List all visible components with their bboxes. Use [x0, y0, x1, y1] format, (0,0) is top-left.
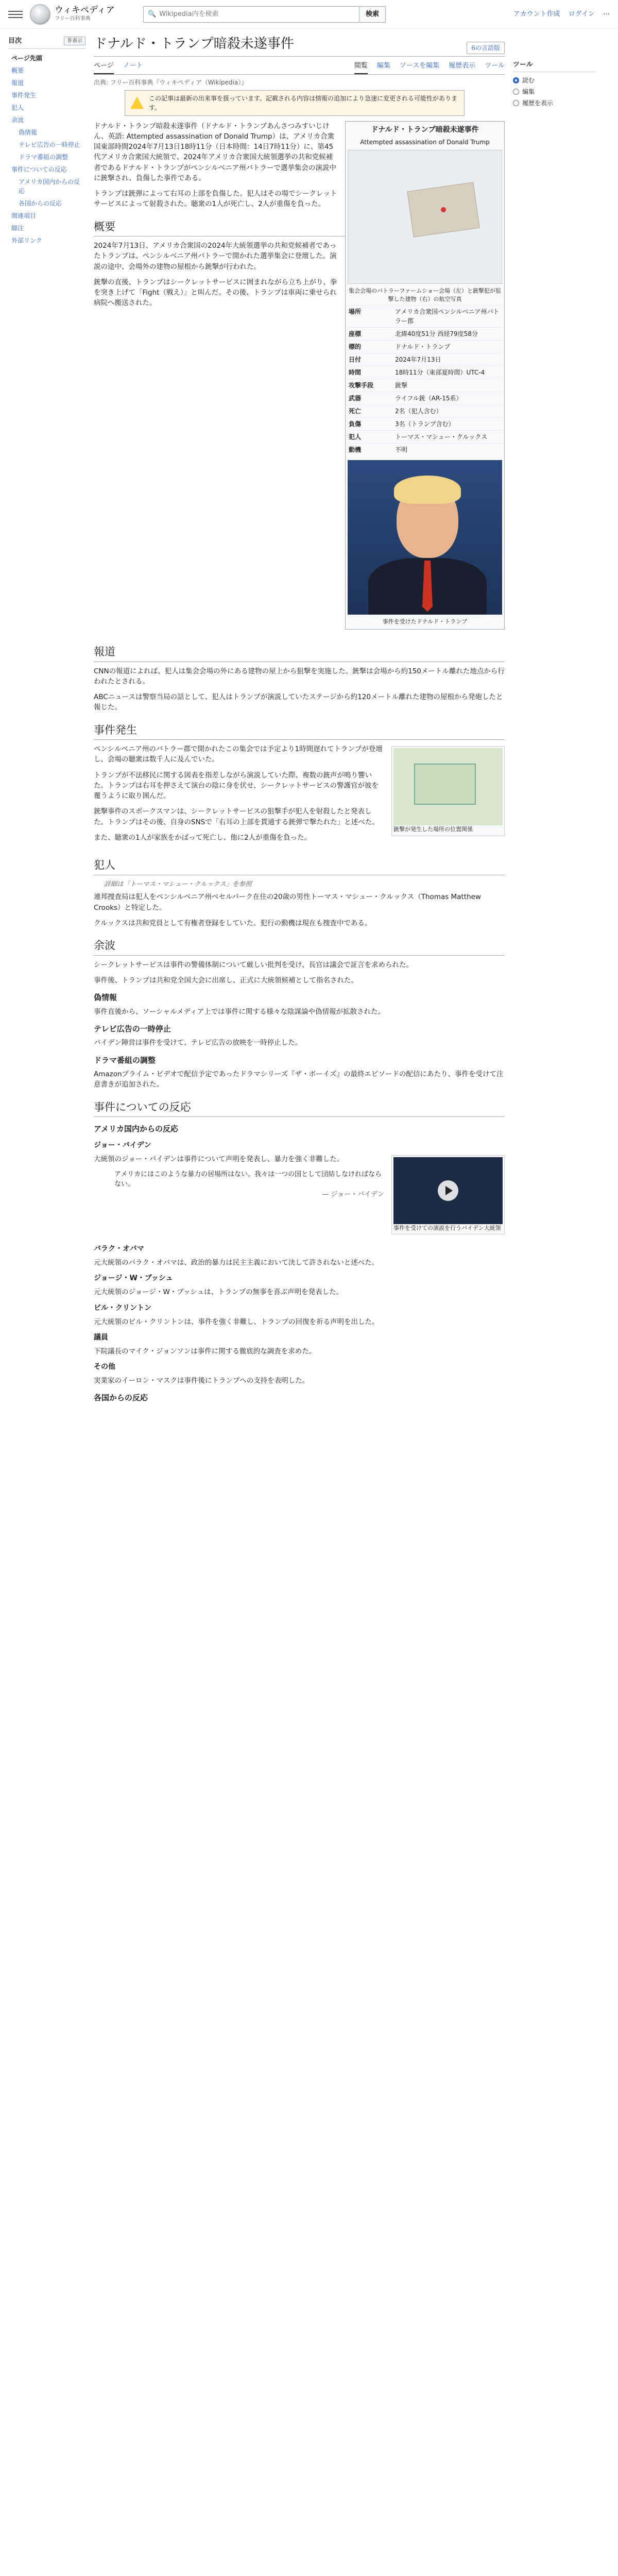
- infobox-key: 日付: [349, 355, 362, 363]
- infobox-value: 2名（犯人含む）: [395, 407, 442, 415]
- infobox-key: 時間: [349, 368, 362, 376]
- biden-video[interactable]: [391, 1155, 505, 1235]
- infobox-row: [348, 327, 502, 340]
- section-reactions-heading: 事件についての反応: [94, 1099, 505, 1117]
- tools-sidebar: [513, 29, 595, 1407]
- infobox-row: [348, 417, 502, 430]
- infobox-row: [348, 404, 502, 417]
- toc-item[interactable]: 犯人: [11, 104, 24, 111]
- site-logo[interactable]: [30, 4, 128, 25]
- infobox-key: 標的: [349, 343, 362, 350]
- more-options-icon[interactable]: ⋯: [603, 10, 610, 18]
- aftermath-paragraph: 事件後、トランプは共和党全国大会に出席し、正式に大統領候補として指名された。: [94, 976, 358, 985]
- incident-paragraph: また、聴衆の1人が家族をかばって死亡し、他に2人が重傷を負った。: [94, 833, 312, 842]
- biden-paragraph: 大統領のジョー・バイデンは事件について声明を発表し、暴力を強く非難した。: [94, 1155, 344, 1163]
- tool-history[interactable]: 履歴を表示: [513, 97, 595, 109]
- culprit-paragraph: クルックスは共和党員として有権者登録をしていた。犯行の動機は現在も捜査中である。: [94, 919, 372, 927]
- congress-heading: 議員: [94, 1333, 108, 1342]
- us-reactions-heading: アメリカ国内からの反応: [94, 1124, 178, 1133]
- toc-item[interactable]: 報道: [11, 79, 24, 87]
- others-heading: その他: [94, 1363, 115, 1371]
- search-form: [143, 6, 386, 23]
- site-diagram-thumbnail[interactable]: [391, 746, 505, 836]
- tab-edit[interactable]: 編集: [376, 62, 390, 70]
- infobox-key: 武器: [349, 394, 362, 402]
- drama-paragraph: Amazonプライム・ビデオで配信予定であったドラマシリーズ『ザ・ボーイズ』の最終エピソードの配信にあたり、事件を受けて注意書きが追加された。: [94, 1070, 504, 1089]
- section-reports-heading: 報道: [94, 644, 505, 662]
- page-title: ドナルド・トランプ暗殺未遂事件: [94, 36, 294, 52]
- drama-heading: ドラマ番組の調整: [94, 1055, 156, 1065]
- toc-item[interactable]: 事件についての反応: [11, 165, 67, 173]
- reports-paragraph: CNNの報道によれば、犯人は集会会場の外にある建物の屋上から狙撃を実施した。銃撃は会場から約150メートル離れた地点から行われたとされる。: [94, 667, 505, 686]
- toc-item[interactable]: 事件発生: [11, 91, 37, 99]
- incident-paragraph: ペンシルベニア州のバトラー郡で開かれたこの集会では予定より1時間遅れてトランプが登壇し、会場の聴衆は数千人に及んでいた。: [94, 745, 383, 764]
- clinton-paragraph: 元大統領のビル・クリントンは、事件を強く非難し、トランプの回復を祈る声明を出した。: [94, 1317, 379, 1326]
- section-aftermath-heading: 余波: [94, 938, 505, 956]
- toc-item[interactable]: 余波: [11, 116, 24, 124]
- quote-attribution: — ジョー・バイデン: [322, 1190, 384, 1198]
- login-link[interactable]: ログイン: [568, 10, 595, 18]
- biden-heading: ジョー・バイデン: [94, 1141, 151, 1149]
- intro-paragraph-2: トランプは銃弾によって右耳の上部を負傷した。犯人はその場でシークレットサービスによって射殺された。聴衆の1人が死亡し、2人が重傷を負った。: [94, 190, 337, 209]
- tvads-heading: テレビ広告の一時停止: [94, 1024, 171, 1033]
- main-content: [85, 29, 513, 1407]
- logo-title: ウィキペディア: [55, 5, 115, 15]
- play-icon[interactable]: [438, 1180, 458, 1201]
- toc-item[interactable]: テレビ広告の一時停止: [19, 141, 80, 148]
- infobox-title: ドナルド・トランプ暗殺未遂事件: [371, 125, 479, 134]
- infobox-key: 座標: [349, 330, 362, 337]
- main-menu-icon[interactable]: [8, 7, 23, 22]
- infobox-key: 場所: [349, 308, 362, 315]
- toc-item[interactable]: 脚注: [11, 224, 24, 232]
- misinfo-paragraph: 事件直後から、ソーシャルメディア上では事件に関する様々な陰謀論や偽情報が拡散された。: [94, 1007, 385, 1016]
- tool-edit[interactable]: 編集: [513, 86, 595, 97]
- tool-read[interactable]: 読む: [513, 75, 595, 86]
- obama-paragraph: 元大統領のバラク・オバマは、政治的暴力は民主主義において決して許されないと述べた。: [94, 1259, 379, 1267]
- video-caption: 事件を受けての演説を行うバイデン大統領: [393, 1224, 501, 1231]
- obama-heading: バラク・オバマ: [94, 1245, 144, 1253]
- warning-icon: [130, 97, 144, 109]
- infobox-value: アメリカ合衆国ペンシルベニア州バトラー郡: [395, 308, 500, 325]
- infobox-row: [348, 366, 502, 379]
- search-button[interactable]: 検索: [359, 6, 386, 23]
- section-culprit-heading: 犯人: [94, 857, 505, 875]
- infobox-value: トーマス・マシュー・クルックス: [395, 433, 488, 440]
- section-overview-heading: 概要: [94, 219, 505, 237]
- infobox-row: [348, 340, 502, 353]
- language-button[interactable]: 6の言語版: [467, 42, 505, 54]
- toc-item[interactable]: ページ先頭: [11, 54, 42, 62]
- bush-paragraph: 元大統領のジョージ・W・ブッシュは、トランプの無事を喜ぶ声明を発表した。: [94, 1288, 344, 1297]
- quote-text: アメリカにはこのような暴力の居場所はない。我々は一つの国として団結しなければならない。: [114, 1170, 382, 1189]
- infobox-row: [348, 305, 502, 327]
- infobox-value: 2024年7月13日: [395, 355, 441, 363]
- location-marker-icon: [441, 207, 446, 212]
- toc-item[interactable]: ドラマ番組の調整: [19, 153, 68, 161]
- infobox-value: 北緯40度51分 西経79度58分: [395, 330, 478, 337]
- infobox-row: [348, 443, 502, 456]
- toc-hide-button[interactable]: 非表示: [64, 37, 85, 45]
- congress-paragraph: 下院議長のマイク・ジョンソンは事件に関する徹底的な調査を求めた。: [94, 1347, 316, 1355]
- intro-paragraph-1: ドナルド・トランプ暗殺未遂事件（ドナルド・トランプあんさつみすいじけん、英語: Attempted assassination of Donald Trump）は、アメリカ合衆国東部時間2024年7月13日18時11分（日本時間：14日7時11分）に、第45代アメリカ合衆国大統領で、2024年アメリカ合衆国大統領選挙の共和党候補者であるドナルド・トランプがペンシルベニア州バトラーで選挙集会の演説中に銃撃され、負傷した事件である。: [94, 122, 336, 182]
- current-event-notice: [125, 90, 465, 116]
- infobox-key: 攻撃手段: [349, 381, 374, 389]
- toc-item[interactable]: 関連項目: [11, 212, 37, 219]
- toc-item[interactable]: 外部リンク: [11, 236, 42, 244]
- infobox-row: [348, 430, 502, 443]
- tab-talk[interactable]: ノート: [123, 62, 143, 70]
- tab-read[interactable]: 閲覧: [354, 59, 368, 74]
- infobox-value: 3名（トランプ含む）: [395, 420, 455, 428]
- create-account-link[interactable]: アカウント作成: [513, 10, 560, 18]
- search-input[interactable]: [143, 6, 359, 23]
- aerial-map-image[interactable]: [348, 150, 502, 284]
- toc-item[interactable]: 概要: [11, 66, 24, 74]
- infobox-value: 不明: [395, 446, 408, 453]
- toc-item[interactable]: 各国からの反応: [19, 199, 62, 207]
- search-placeholder: Wikipedia内を検索: [159, 10, 219, 18]
- infobox-subtitle: Attempted assassination of Donald Trump: [360, 138, 490, 146]
- infobox-key: 動機: [349, 446, 362, 453]
- site-header: [0, 0, 618, 29]
- aftermath-paragraph: シークレットサービスは事件の警備体制について厳しい批判を受け、長官は議会で証言を求められた。: [94, 960, 414, 969]
- infobox-value: ドナルド・トランプ: [395, 343, 451, 350]
- toc-title: 目次: [8, 37, 22, 45]
- infobox-row: [348, 392, 502, 404]
- tab-page[interactable]: ページ: [94, 59, 114, 74]
- toc-item[interactable]: アメリカ国内からの反応: [19, 178, 80, 195]
- search-icon: 🔍: [148, 10, 157, 18]
- infobox-row: [348, 353, 502, 366]
- tab-edit-source[interactable]: ソースを編集: [399, 62, 440, 70]
- trump-photo[interactable]: [348, 460, 502, 615]
- others-paragraph: 実業家のイーロン・マスクは事件後にトランプへの支持を表明した。: [94, 1377, 310, 1385]
- infobox-key: 犯人: [349, 433, 362, 440]
- section-incident-heading: 事件発生: [94, 722, 505, 740]
- wikipedia-globe-icon: [30, 4, 50, 25]
- tools-title: ツール: [513, 61, 533, 69]
- page-tabs: [94, 59, 505, 75]
- source-line: 出典: フリー百科事典『ウィキペディア（Wikipedia）』: [94, 78, 248, 86]
- bush-heading: ジョージ・W・ブッシュ: [94, 1274, 173, 1283]
- tvads-paragraph: バイデン陣営は事件を受けて、テレビ広告の放映を一時停止した。: [94, 1039, 302, 1047]
- photo-caption: 事件を受けたドナルド・トランプ: [382, 618, 468, 625]
- thumb-caption: 銃撃が発生した場所の位置関係: [393, 826, 473, 833]
- infobox: [345, 121, 505, 630]
- overview-paragraph: 2024年7月13日、アメリカ合衆国の2024年大統領選挙の共和党候補者であったトランプは、ペンシルベニア州バトラーで開かれた選挙集会に登壇した。演説の途中、会場外の建物の屋根から銃撃が行われた。: [94, 242, 337, 271]
- reports-paragraph: ABCニュースは警察当局の話として、犯人はトランプが演説していたステージから約120メートル離れた建物の屋根から発砲したと報じた。: [94, 693, 503, 712]
- notice-text: この記事は最新の出来事を扱っています。記載される内容は情報の追加により急速に変更される可能性があります。: [149, 94, 458, 111]
- map-caption: 集会会場のバトラーファームショー会場（左）と銃撃犯が狙撃した建物（右）の航空写真: [349, 287, 501, 302]
- infobox-value: ライフル銃（AR-15系）: [395, 394, 462, 402]
- toc-item[interactable]: 偽情報: [19, 128, 38, 136]
- tab-history[interactable]: 履歴表示: [449, 62, 476, 70]
- overview-paragraph: 銃撃の直後、トランプはシークレットサービスに囲まれながら立ち上がり、拳を突き上げて「Fight（戦え）」と叫んだ。その後、トランプは車両に乗せられ病院へ搬送された。: [94, 278, 337, 308]
- infobox-row: [348, 379, 502, 392]
- incident-paragraph: トランプが不法移民に関する図表を指差しながら演説していた際、複数の銃声が鳴り響いた。トランプは右耳を押さえて演台の陰に身を伏せ、シークレットサービスの警護官が彼を覆うように取り囲んだ。: [94, 771, 379, 800]
- culprit-paragraph: 連邦捜査局は犯人をペンシルベニア州ベセルパーク在住の20歳の男性トーマス・マシュー・クルックス（Thomas Matthew Crooks）と特定した。: [94, 893, 481, 912]
- incident-paragraph: 銃撃事件のスポークスマンは、シークレットサービスの狙撃手が犯人を射殺したと発表した。トランプはその後、自身のSNSで「右耳の上部を貫通する銃弾で撃たれた」と述べた。: [94, 807, 379, 826]
- toc-sidebar: [8, 29, 85, 1407]
- infobox-key: 負傷: [349, 420, 362, 428]
- infobox-value: 18時11分（東部夏時間）UTC-4: [395, 368, 485, 376]
- infobox-value: 銃撃: [395, 381, 408, 389]
- infobox-key: 死亡: [349, 407, 362, 415]
- hatnote: 詳細は「トーマス・マシュー・クルックス」を参照: [104, 879, 252, 888]
- tab-tools[interactable]: ツール: [485, 62, 505, 70]
- clinton-heading: ビル・クリントン: [94, 1303, 151, 1312]
- world-reactions-heading: 各国からの反応: [94, 1393, 148, 1403]
- logo-subtitle: フリー百科事典: [55, 16, 91, 22]
- misinfo-heading: 偽情報: [94, 993, 117, 1002]
